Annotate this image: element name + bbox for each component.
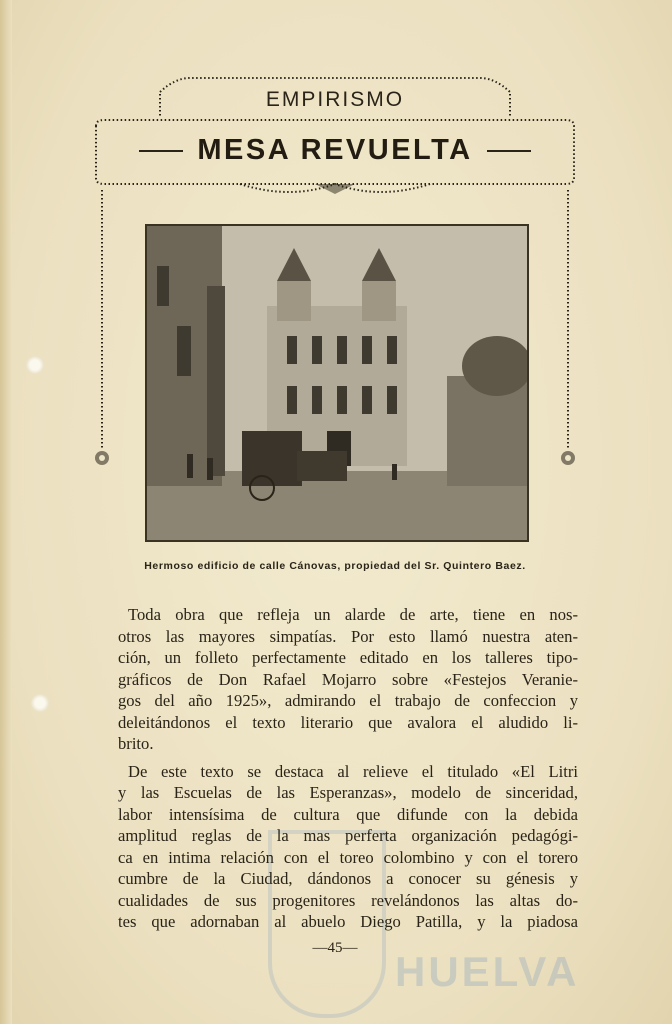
title-row [90, 134, 580, 167]
paragraph-2-line: cumbre de la Ciudad, dándonos a conocer su génesis y [118, 869, 578, 888]
page-binding-edge [0, 0, 12, 1024]
paragraph-2-line: tes que adornaban al abuelo Diego Patilla, y la piadosa [118, 912, 578, 931]
building-photograph [145, 224, 529, 542]
page-title: MESA REVUELTA [197, 134, 473, 166]
paragraph-2-line: y las Escuelas de las Esperanzas», modelo de sinceridad, [118, 783, 578, 802]
punch-hole-top [26, 356, 44, 374]
section-supertitle: EMPIRISMO [265, 88, 405, 111]
title-left-rule [139, 150, 183, 152]
paragraph-1-line: deleitándonos el texto literario que avalora el aludido li- [118, 712, 578, 732]
paragraph-2-line: cualidades de sus progenitores revelándonos las altas do- [118, 890, 578, 910]
paragraph-1-line: gráficos de Don Rafael Mojarro sobre «Festejos Veranie- [118, 669, 578, 689]
page-number: —45— [312, 940, 358, 956]
paragraph-2-line: De este texto se destaca al relieve el titulado «El Litri [128, 761, 578, 781]
title-right-rule [487, 150, 531, 152]
punch-hole-bottom [31, 694, 49, 712]
paragraph-2-line: labor intensísima de cultura que difunde con la debida [118, 804, 578, 824]
paragraph-1-line: ción, un folleto perfectamente editado en los talleres tipo- [118, 648, 578, 667]
paragraph-2-line: ca en intima relación con el toreo colombino y con el torero [118, 847, 578, 867]
paragraph-1-line: gos del año 1925», admirando el trabajo de confeccion y [118, 691, 578, 710]
paragraph-1-line: Toda obra que refleja un alarde de arte, tiene en nos- [128, 605, 578, 624]
photo-caption: Hermoso edificio de calle Cánovas, propiedad del Sr. Quintero Baez. [144, 560, 526, 572]
paragraph-1-line: otros las mayores simpatías. Por esto llamó nuestra aten- [118, 626, 578, 646]
watermark-text: HUELVA [395, 948, 580, 995]
paragraph-2-line: amplitud reglas de la mas perferta organización pedagógi- [118, 826, 578, 845]
paragraph-1-line: brito. [118, 734, 154, 753]
article-body [118, 604, 578, 933]
